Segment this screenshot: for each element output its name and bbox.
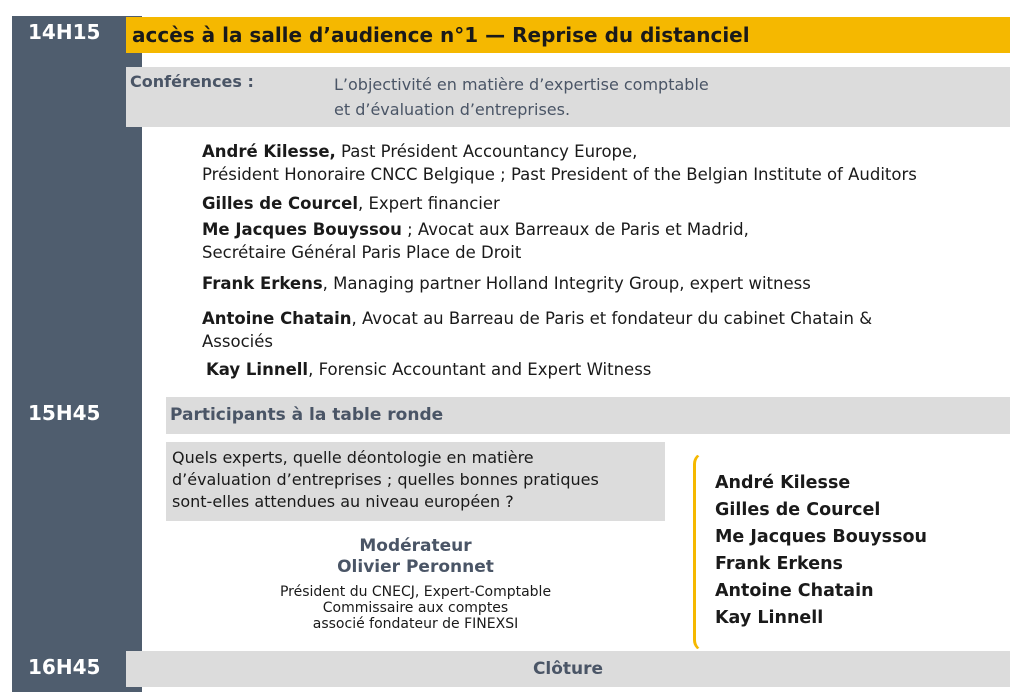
speaker-role: , Forensic Accountant and Expert Witness	[308, 360, 652, 379]
participant-item: Gilles de Courcel	[715, 500, 881, 520]
participant-item: Me Jacques Bouyssou	[715, 527, 927, 547]
speaker-role-continued: Président Honoraire CNCC Belgique ; Past President of the Belgian Institute of Auditors	[202, 165, 917, 184]
roundtable-label: Participants à la table ronde	[170, 405, 444, 425]
question-line2: d’évaluation d’entreprises ; quelles bonnes pratiques	[172, 470, 599, 489]
moderator-description	[166, 584, 665, 632]
conferences-topic-line2: et d’évaluation d’entreprises.	[334, 100, 571, 119]
speaker-name: Frank Erkens	[202, 274, 323, 293]
speaker-entry	[202, 219, 749, 242]
question-line1: Quels experts, quelle déontologie en matière	[172, 448, 534, 467]
conferences-label: Conférences :	[130, 72, 254, 91]
moderator-desc-line1: Président du CNECJ, Expert-Comptable	[279, 584, 552, 600]
speaker-entry	[206, 359, 651, 382]
time-slot-3: 16H45	[28, 655, 101, 679]
conferences-box	[126, 67, 1010, 127]
speaker-entry	[202, 273, 811, 296]
participant-item: Frank Erkens	[715, 554, 843, 574]
conferences-topic	[334, 72, 709, 122]
time-slot-2: 15H45	[28, 401, 101, 425]
timeline-sidebar	[12, 16, 142, 692]
question-line3: sont-elles attendues au niveau européen ?	[172, 492, 514, 511]
speaker-entry	[202, 308, 872, 331]
speaker-role: ; Avocat aux Barreaux de Paris et Madrid,	[401, 220, 749, 239]
roundtable-header	[166, 397, 1010, 434]
moderator-title: Modérateur	[359, 536, 472, 556]
speaker-name: Me Jacques Bouyssou	[202, 220, 402, 239]
speaker-role: Past Président Accountancy Europe,	[335, 142, 638, 161]
speaker-role: , Expert financier	[357, 194, 500, 213]
roundtable-question	[166, 442, 665, 521]
participant-item: André Kilesse	[715, 473, 851, 493]
closing-label: Clôture	[532, 659, 604, 679]
closing-bar	[126, 651, 1010, 687]
speaker-role-continued: Associés	[202, 332, 273, 351]
moderator-desc-line3: associé fondateur de FINEXSI	[312, 616, 519, 632]
speaker-name: Gilles de Courcel	[202, 194, 358, 213]
moderator-name: Olivier Peronnet	[337, 557, 494, 577]
participant-item: Antoine Chatain	[715, 581, 874, 601]
speaker-role: , Managing partner Holland Integrity Group, expert witness	[322, 274, 811, 293]
speaker-role-continued: Secrétaire Général Paris Place de Droit	[202, 243, 522, 262]
speaker-name: André Kilesse,	[202, 142, 336, 161]
moderator-desc-line2: Commissaire aux comptes	[322, 600, 509, 616]
speaker-name: Antoine Chatain	[202, 309, 352, 328]
speaker-entry	[202, 141, 637, 164]
participants-bracket	[693, 452, 710, 652]
moderator-block	[166, 536, 665, 632]
speaker-entry	[202, 193, 500, 216]
time-slot-1: 14H15	[28, 20, 101, 44]
session-title-bar: accès à la salle d’audience n°1 — Reprise du distanciel	[126, 17, 1010, 53]
conferences-topic-line1: L’objectivité en matière d’expertise comptable	[334, 75, 709, 94]
speaker-name: Kay Linnell	[206, 360, 309, 379]
speaker-role: , Avocat au Barreau de Paris et fondateur du cabinet Chatain &	[351, 309, 873, 328]
participant-item: Kay Linnell	[715, 608, 824, 628]
participants-list	[715, 470, 927, 632]
